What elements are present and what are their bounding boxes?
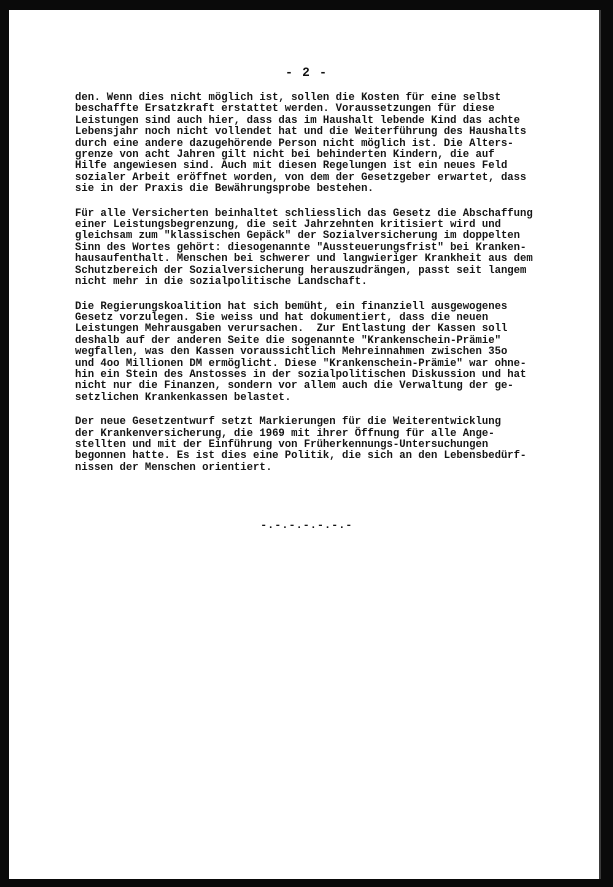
text-line: wegfallen, was den Kassen voraussichtlich Mehreinnahmen zwischen 35o [75, 346, 508, 359]
text-line: Hilfe angewiesen sind. Auch mit diesen Regelungen ist ein neues Feld [75, 160, 508, 173]
page-number: - 2 - [285, 66, 328, 80]
scan-border-left [0, 0, 9, 887]
scan-border-top [0, 0, 613, 10]
text-line: durch eine andere dazugehörende Person nicht möglich ist. Die Alters- [75, 137, 514, 150]
text-line: setzlichen Krankenkassen belastet. [75, 391, 292, 404]
text-line: begonnen hatte. Es ist dies eine Politik, die sich an den Lebensbedürf- [75, 450, 527, 463]
text-line: gleichsam zum "klassischen Gepäck" der Sozialversicherung im doppelten [75, 230, 521, 243]
paragraph [75, 417, 580, 474]
text-line: Sinn des Wortes gehört: diesogenannte "Aussteuerungsfrist" bei Kranken- [75, 241, 527, 254]
text-line: Gesetz vorzulegen. Sie weiss und hat dokumentiert, dass die neuen [75, 311, 489, 324]
text-line: Die Regierungskoalition hat sich bemüht, ein finanziell ausgewogenes [75, 300, 508, 313]
text-line: der Krankenversicherung, die 1969 mit ihrer Öffnung für alle Ange- [75, 427, 495, 440]
text-line: Lebensjahr noch nicht vollendet hat und die Weiterführung des Haushalts [75, 126, 527, 139]
text-line: nissen der Menschen orientiert. [75, 461, 273, 474]
text-line: stellten und mit der Einführung von Früherkennungs-Untersuchungen [75, 438, 489, 451]
text-line: Schutzbereich der Sozialversicherung herauszudrängen, passt seit langem [75, 264, 527, 277]
text-line: und 4oo Millionen DM ermöglicht. Diese "Krankenschein-Prämie" war ohne- [75, 357, 527, 370]
scan-border-bottom [0, 879, 613, 887]
text-line: Der neue Gesetzentwurf setzt Markierungen für die Weiterentwicklung [75, 416, 501, 429]
text-line: beschaffte Ersatzkraft erstattet werden. Voraussetzungen für diese [75, 103, 495, 116]
paragraph [75, 93, 580, 196]
text-line: grenze von acht Jahren gilt nicht bei behinderten Kindern, die auf [75, 149, 495, 162]
text-line: hausaufenthalt. Menschen bei schwerer und langwieriger Krankheit aus dem [75, 253, 533, 266]
text-line: nicht nur die Finanzen, sondern vor allem auch die Verwaltung der ge- [75, 380, 514, 393]
text-line: sozialer Arbeit eröffnet worden, von dem der Gesetzgeber erwartet, dass [75, 171, 527, 184]
paragraph [75, 302, 580, 405]
text-line: sie in der Praxis die Bewährungsprobe bestehen. [75, 183, 374, 196]
scan-border-right [601, 0, 613, 887]
scan-border-right-inner [599, 10, 601, 879]
text-line: nicht mehr in die sozialpolitische Landschaft. [75, 276, 368, 289]
text-line: Leistungen Mehrausgaben verursachen. Zur Entlastung der Kassen soll [75, 323, 508, 336]
text-line: Für alle Versicherten beinhaltet schliesslich das Gesetz die Abschaffung [75, 207, 533, 220]
body-text [75, 93, 580, 487]
text-line: einer Leistungsbegrenzung, die seit Jahrzehnten kritisiert wird und [75, 219, 501, 232]
text-line: deshalb auf der anderen Seite die sogenannte "Krankenschein-Prämie" [75, 334, 501, 347]
text-line: hin ein Stein des Anstosses in der sozialpolitischen Diskussion und hat [75, 368, 527, 381]
end-mark: -.-.-.-.-.-.- [260, 520, 353, 532]
text-line: Leistungen sind auch hier, dass das im Haushalt lebende Kind das achte [75, 114, 521, 127]
text-line: den. Wenn dies nicht möglich ist, sollen die Kosten für eine selbst [75, 92, 501, 104]
paragraph [75, 209, 580, 289]
